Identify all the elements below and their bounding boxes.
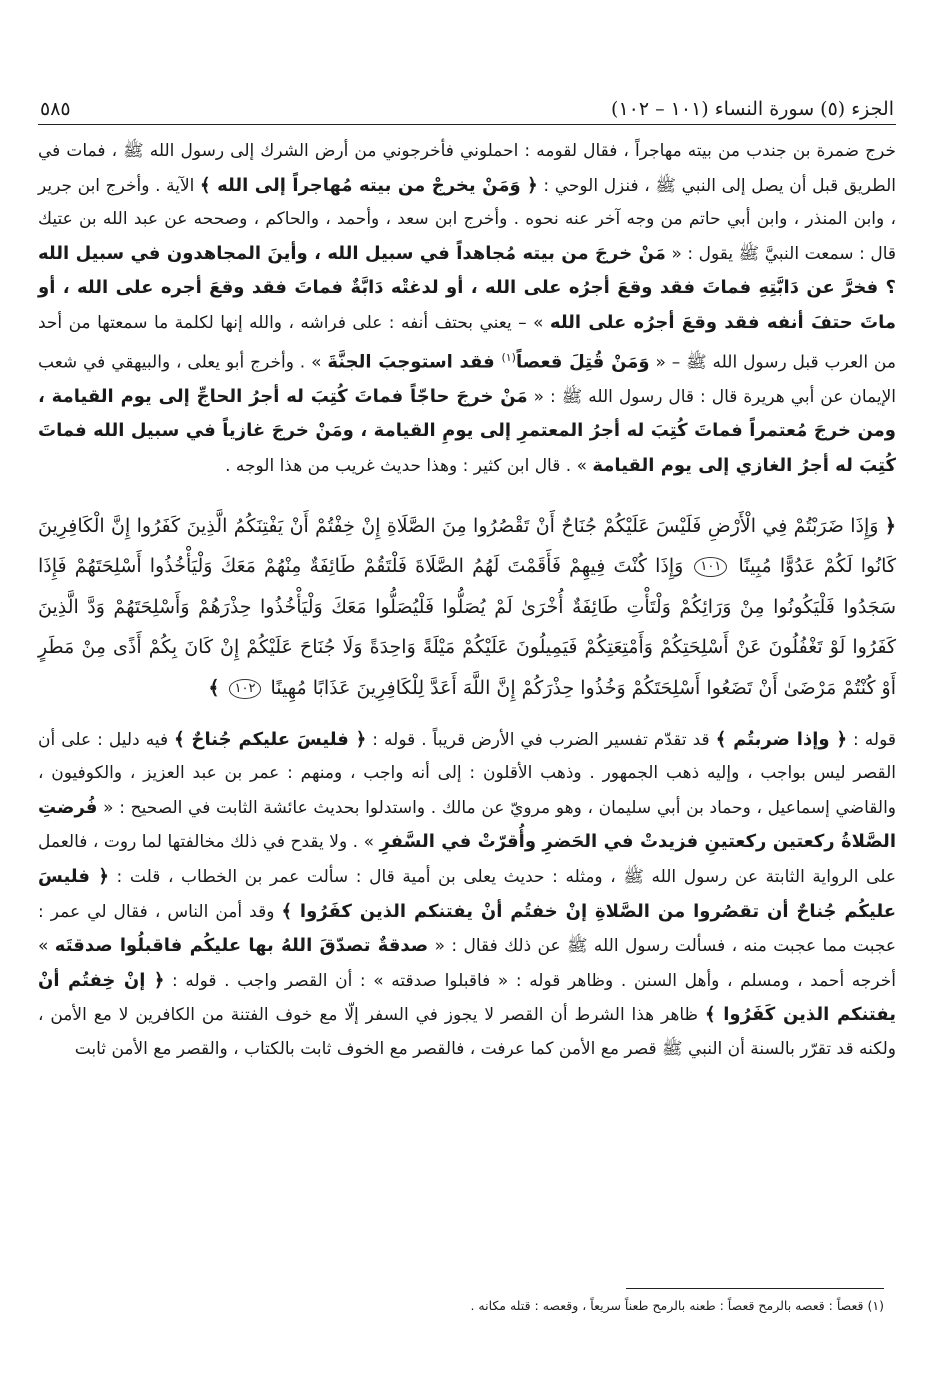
verse-open-bracket: ﴿	[884, 514, 896, 537]
p2-text: قوله :	[847, 729, 896, 750]
verse-101: وَإِذَا ضَرَبْتُمْ فِي الْأَرْضِ فَلَيْسَ عَلَيْكُمْ جُنَاحٌ أَنْ تَقْصُرُوا مِنَ الصَّلَاةِ إِنْ خِفْتُمْ أَنْ يَفْتِنَكُمُ الَّذِينَ كَفَرُوا إِنَّ الْكَافِرِينَ كَانُوا لَكُمْ عَدُوًّا مُبِينًا	[38, 514, 896, 578]
p2-quran-quote: ﴿ فليسَ عليكم جُناحٌ ﴾	[174, 728, 367, 750]
footnote-separator	[626, 1288, 884, 1289]
p2-quran-quote: ﴿ فليسَ عليكُم جُناحٌ أن تقصُروا من الصَّلاةِ إنْ خفتُم أنْ يفتنكم الذين كفَرُوا ﴾	[38, 865, 896, 922]
commentary-paragraph-2	[38, 723, 896, 1067]
verse-102: وَإِذَا كُنْتَ فِيهِمْ فَأَقَمْتَ لَهُمُ الصَّلَاةَ فَلْتَقُمْ طَائِفَةٌ مِنْهُمْ مَعَكَ وَلْيَأْخُذُوا أَسْلِحَتَهُمْ فَإِذَا سَجَدُوا فَلْيَكُونُوا مِنْ وَرَائِكُمْ وَلْتَأْتِ طَائِفَةٌ أُخْرَىٰ لَمْ يُصَلُّوا فَلْيُصَلُّوا مَعَكَ وَلْيَأْخُذُوا حِذْرَهُمْ وَأَسْلِحَتَهُمْ وَدَّ الَّذِينَ كَفَرُوا لَوْ تَغْفُلُونَ عَنْ أَسْلِحَتِكُمْ وَأَمْتِعَتِكُمْ فَيَمِيلُونَ عَلَيْكُمْ مَيْلَةً وَاحِدَةً وَلَا جُنَاحَ عَلَيْكُمْ إِنْ كَانَ بِكُمْ أَذًى مِنْ مَطَرٍ أَوْ كُنْتُمْ مَرْضَىٰ أَنْ تَضَعُوا أَسْلِحَتَكُمْ وَخُذُوا حِذْرَكُمْ إِنَّ اللَّهَ أَعَدَّ لِلْكَافِرِينَ عَذَابًا مُهِينًا	[38, 555, 896, 699]
p1-hadith-quote: وَمَنْ قُتِلَ قعصاً	[515, 351, 650, 373]
running-header	[38, 86, 896, 125]
p2-text: وقد أمن الناس ، فقال لي عمر : عجبت مما عجبت منه ، فسألت رسول الله ﷺ عن ذلك فقال : «	[38, 901, 896, 957]
p2-quran-quote: ﴿ إنْ خِفتُم أنْ يفتنكم الذين كَفَرُوا ﴾	[38, 969, 896, 1026]
p2-text: » أخرجه أحمد ، ومسلم ، وأهل السنن . وظاهر قوله : « فاقبلوا صدقته » : أن القصر واجب . قوله :	[38, 936, 896, 991]
p1-hadith-quote: مَنْ خرجَ من بيته مُجاهداً في سبيل الله ، وأينَ المجاهدون في سبيل الله ؟ فخرَّ عن دَابَّتِهِ فماتَ فقد وقعَ أجرُه على الله ، أو لدغتْه دَابَّةٌ فماتَ فقد وقعَ أجره على الله ، أو ماتَ حتفَ أنفه فقد وقعَ أجرُه على الله	[38, 242, 896, 333]
p1-text: » . قال ابن كثير : وهذا حديث غريب من هذا الوجه .	[225, 456, 593, 476]
p1-text: الآية . وأخرج ابن جرير ، وابن المنذر ، وابن أبي حاتم من وجه آخر عنه نحوه . وأخرج ابن سعد ، وأحمد ، والحاكم ، وصححه عن عبد الله بن عتيك قال : سمعت النبيَّ ﷺ يقول : «	[38, 175, 896, 264]
p2-quran-quote: ﴿ وإذا ضربتُم ﴾	[715, 728, 848, 750]
quran-verses-block	[38, 506, 896, 709]
page	[38, 86, 896, 1067]
verse-number-102: ١٠٢	[229, 679, 262, 699]
verse-number-101: ١٠١	[694, 557, 727, 577]
p2-text: ظاهر هذا الشرط أن القصر لا يجوز في السفر إلّا مع خوف الفتنة من الكافرين لا مع الأمن ، ولكنه قد تقرّر بالسنة أن النبي ﷺ قصر مع الأمن كما عرفت ، فالقصر مع الخوف ثابت بالكتاب ، والقصر مع الأمن ثابت	[38, 1005, 896, 1059]
footnote: (١) قعصاً : قعصه بالرمح قعصاً : طعنه بالرمح طعناً سريعاً ، وقعصه : قتله مكانه .	[470, 1298, 884, 1313]
page-number: ٥٨٥	[40, 98, 71, 120]
verse-close-bracket: ﴾	[208, 676, 220, 699]
p1-text: خرج ضمرة بن جندب من بيته مهاجراً ، فقال لقومه : احملوني فأخرجوني من أرض الشرك إلى رسول الله ﷺ ، فمات في الطريق قبل أن يصل إلى النبي ﷺ ، فنزل الوحي :	[38, 141, 896, 196]
p1-hadith-quote: مَنْ خرجَ حاجّاً فماتَ كُتِبَ له أجرُ الحاجِّ إلى يوم القيامة ، ومن خرجَ مُعتمراً فماتَ كُتِبَ له أجرُ المعتمرِ إلى يومِ القيامة ، ومَنْ خرجَ غازياً في سبيل الله فماتَ كُتِبَ له أجرُ الغازي إلى يوم القيامة	[38, 385, 896, 476]
p2-hadith-quote: صدقةٌ تصدّقَ اللهُ بها عليكُم فاقبلُوا صدقتَه	[54, 935, 429, 957]
p2-hadith-quote: فُرضتِ الصَّلاةُ ركعتين ركعتينِ فزيدتْ في الحَضرِ وأُقرّتْ في السَّفرِ	[38, 796, 896, 853]
footnote-ref[interactable]: (١)	[501, 350, 516, 364]
p1-quran-quote: ﴿ وَمَنْ يخرجْ من بيته مُهاجراً إلى الله ﴾	[200, 174, 538, 196]
p2-text: » . ولا يقدح في ذلك مخالفتها لما روت ، فالعمل على الرواية الثابتة عن رسول الله ﷺ ، ومثله : حديث يعلى بن أمية قال : سألت عمر بن الخطاب ، قلت :	[38, 832, 897, 887]
p1-text: » . وأخرج أبو يعلى ، والبيهقي في شعب الإيمان عن أبي هريرة قال : قال رسول الله ﷺ : «	[38, 352, 896, 407]
commentary-paragraph-1	[38, 135, 896, 484]
p2-text: قد تقدّم تفسير الضرب في الأرض قريباً . قوله :	[366, 729, 716, 750]
p2-text: فيه دليل : على أن القصر ليس بواجب ، وإليه ذهب الجمهور . وذهب الأقلون : إلى أنه واجب ، ومنهم : عمر بن عبد العزيز ، والكوفيون ، والقاضي إسماعيل ، وحماد بن أبي سليمان ، وهو مرويّ عن مالك . واستدلوا بحديث عائشة الثابت في الصحيح : «	[38, 729, 896, 818]
p1-text: » – يعني بحتف أنفه : على فراشه ، والله إنها لكلمة ما سمعتها من أحد من العرب قبل رسول الله ﷺ – «	[38, 312, 896, 373]
p1-hadith-quote: فقد استوجبَ الجنَّةَ	[327, 351, 502, 373]
running-title: الجزء (٥) سورة النساء (١٠١ – ١٠٢)	[611, 98, 894, 120]
